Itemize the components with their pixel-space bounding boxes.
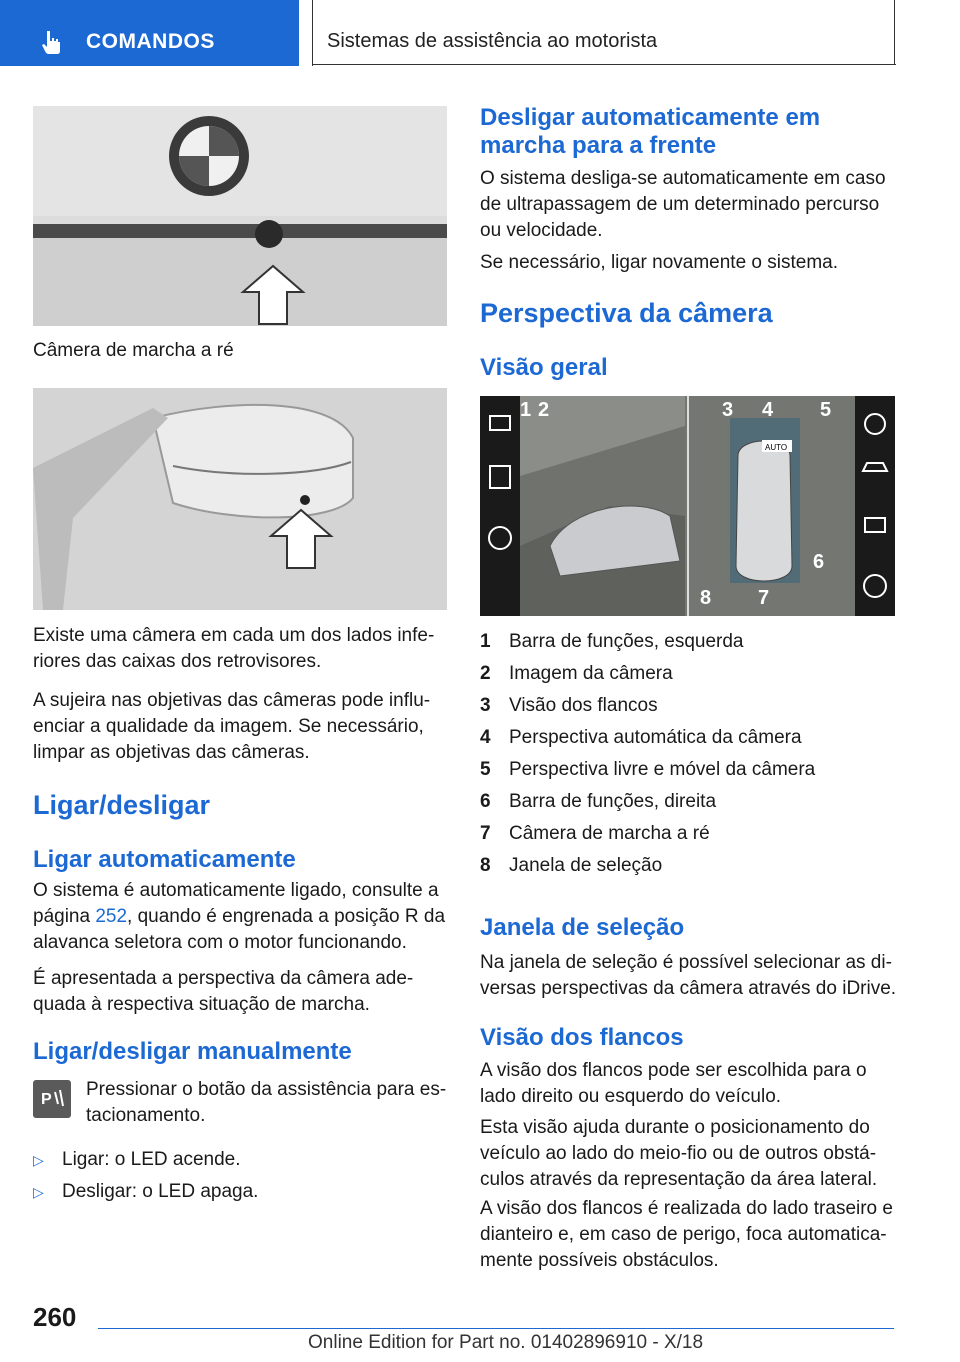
header-rule-right bbox=[894, 0, 895, 65]
footer-rule bbox=[98, 1328, 894, 1329]
heading-line: marcha para a frente bbox=[480, 132, 717, 159]
text-line: tacionamento. bbox=[86, 1105, 206, 1126]
bullet-triangle-icon: ▷ bbox=[33, 1152, 44, 1168]
heading-line: Desligar automaticamente em bbox=[480, 104, 821, 131]
text-line: dianteiro e, em caso de perigo, foca automatica- bbox=[480, 1224, 887, 1245]
legend-number: 5 bbox=[480, 759, 491, 780]
text-line: mente possíveis obstáculos. bbox=[480, 1250, 719, 1271]
text-line: Pressionar o botão da assistência para es- bbox=[86, 1079, 447, 1100]
text-line: alavanca seletora com o motor funcionando. bbox=[33, 932, 407, 953]
text-line: limpar as objetivas das câmeras. bbox=[33, 742, 310, 763]
callout-5: 5 bbox=[820, 399, 832, 421]
legend-number: 7 bbox=[480, 823, 491, 844]
footer-edition: Online Edition for Part no. 01402896910 - X/18 bbox=[308, 1332, 704, 1353]
subheading-manual: Ligar/desligar manualmente bbox=[33, 1038, 352, 1065]
para-auto-off bbox=[480, 166, 886, 244]
text-line: lado direito ou esquerdo do veículo. bbox=[480, 1086, 782, 1107]
heading-camera-perspective: Perspectiva da câmera bbox=[480, 298, 773, 328]
header-separator bbox=[312, 0, 313, 66]
legend-text: Perspectiva automática da câmera bbox=[509, 727, 802, 748]
text-line: Existe uma câmera em cada um dos lados infe- bbox=[33, 625, 435, 646]
text-span: , quando é engrenada a posição R da bbox=[127, 906, 446, 927]
legend-text: Barra de funções, esquerda bbox=[509, 631, 744, 652]
header-tab-label: COMANDOS bbox=[86, 30, 215, 53]
auto-badge: AUTO bbox=[765, 443, 788, 452]
subheading-auto-on: Ligar automaticamente bbox=[33, 846, 296, 873]
subheading-overview: Visão geral bbox=[480, 354, 608, 381]
subheading-flank-view: Visão dos flancos bbox=[480, 1024, 684, 1051]
callout-2: 2 bbox=[538, 399, 550, 421]
text-line: quada à respectiva situação de marcha. bbox=[33, 994, 370, 1015]
header-tab[interactable] bbox=[0, 0, 299, 66]
callout-7: 7 bbox=[758, 587, 770, 609]
text-line: O sistema desliga-se automaticamente em caso bbox=[480, 168, 886, 189]
text-line: A visão dos flancos é realizada do lado traseiro e bbox=[480, 1198, 893, 1219]
bullet-on: Ligar: o LED acende. bbox=[62, 1149, 241, 1170]
legend-text: Barra de funções, direita bbox=[509, 791, 717, 812]
legend-number: 8 bbox=[480, 855, 491, 876]
callout-1: 1 bbox=[520, 399, 532, 421]
text-line: A sujeira nas objetivas das câmeras pode influ- bbox=[33, 690, 431, 711]
text-line: O sistema é automaticamente ligado, consulte a bbox=[33, 880, 439, 901]
legend-text: Janela de seleção bbox=[509, 855, 663, 876]
legend-number: 1 bbox=[480, 631, 491, 652]
text-line: de ultrapassagem de um determinado percurso bbox=[480, 194, 880, 215]
para-auto-on bbox=[33, 878, 445, 956]
text-line: culos através da representação da área lateral. bbox=[480, 1169, 878, 1190]
text-line: ou velocidade. bbox=[480, 220, 603, 241]
text-line: É apresentada a perspectiva da câmera ade- bbox=[33, 968, 414, 989]
caption-rear-camera: Câmera de marcha a ré bbox=[33, 340, 234, 361]
text-line: Esta visão ajuda durante o posicionamento do bbox=[480, 1117, 870, 1138]
para-manual bbox=[86, 1077, 446, 1129]
para-dirt bbox=[33, 688, 430, 766]
callout-6: 6 bbox=[813, 551, 825, 573]
para-mirror-cameras bbox=[33, 623, 434, 675]
legend-number: 2 bbox=[480, 663, 491, 684]
rear-camera-photo bbox=[33, 106, 447, 326]
text-line: veículo ao lado do meio-fio ou de outros obstá- bbox=[480, 1143, 877, 1164]
para-selection bbox=[480, 950, 896, 1002]
subheading-selection-window: Janela de seleção bbox=[480, 914, 685, 941]
camera-overview-figure bbox=[480, 396, 895, 616]
callout-3: 3 bbox=[722, 399, 734, 421]
para-flanks-2 bbox=[480, 1115, 877, 1193]
page-number: 260 bbox=[33, 1302, 77, 1332]
callout-4: 4 bbox=[762, 399, 774, 421]
page-link[interactable]: 252 bbox=[95, 906, 128, 927]
svg-text:P: P bbox=[41, 1091, 52, 1108]
parking-assist-button-icon bbox=[33, 1080, 71, 1118]
legend-text: Imagem da câmera bbox=[509, 663, 673, 684]
text-line: versas perspectivas da câmera através do iDrive. bbox=[480, 978, 897, 999]
text-line: Na janela de seleção é possível selecionar as di- bbox=[480, 952, 892, 973]
callout-8: 8 bbox=[700, 587, 712, 609]
legend-text: Câmera de marcha a ré bbox=[509, 823, 710, 844]
para-flanks-3 bbox=[480, 1196, 893, 1274]
bullet-triangle-icon: ▷ bbox=[33, 1184, 44, 1200]
text-line bbox=[33, 904, 445, 930]
header-rule bbox=[312, 64, 896, 65]
heading-on-off: Ligar/desligar bbox=[33, 790, 211, 820]
legend-text: Visão dos flancos bbox=[509, 695, 658, 716]
legend-number: 3 bbox=[480, 695, 491, 716]
hand-pointer-icon bbox=[40, 30, 62, 54]
bullet-off: Desligar: o LED apaga. bbox=[62, 1181, 259, 1202]
legend-number: 6 bbox=[480, 791, 491, 812]
text-line: riores das caixas dos retrovisores. bbox=[33, 651, 322, 672]
legend-text: Perspectiva livre e móvel da câmera bbox=[509, 759, 816, 780]
text-span: página bbox=[33, 906, 96, 927]
mirror-camera-photo bbox=[33, 388, 447, 610]
section-title: Sistemas de assistência ao motorista bbox=[327, 30, 658, 52]
para-auto-perspective bbox=[33, 966, 413, 1018]
heading-auto-off bbox=[480, 104, 820, 160]
para-reactivate: Se necessário, ligar novamente o sistema. bbox=[480, 252, 839, 273]
legend-number: 4 bbox=[480, 727, 491, 748]
text-line: A visão dos flancos pode ser escolhida para o bbox=[480, 1060, 867, 1081]
para-flanks-1 bbox=[480, 1058, 867, 1110]
text-line: enciar a qualidade da imagem. Se necessário, bbox=[33, 716, 424, 737]
